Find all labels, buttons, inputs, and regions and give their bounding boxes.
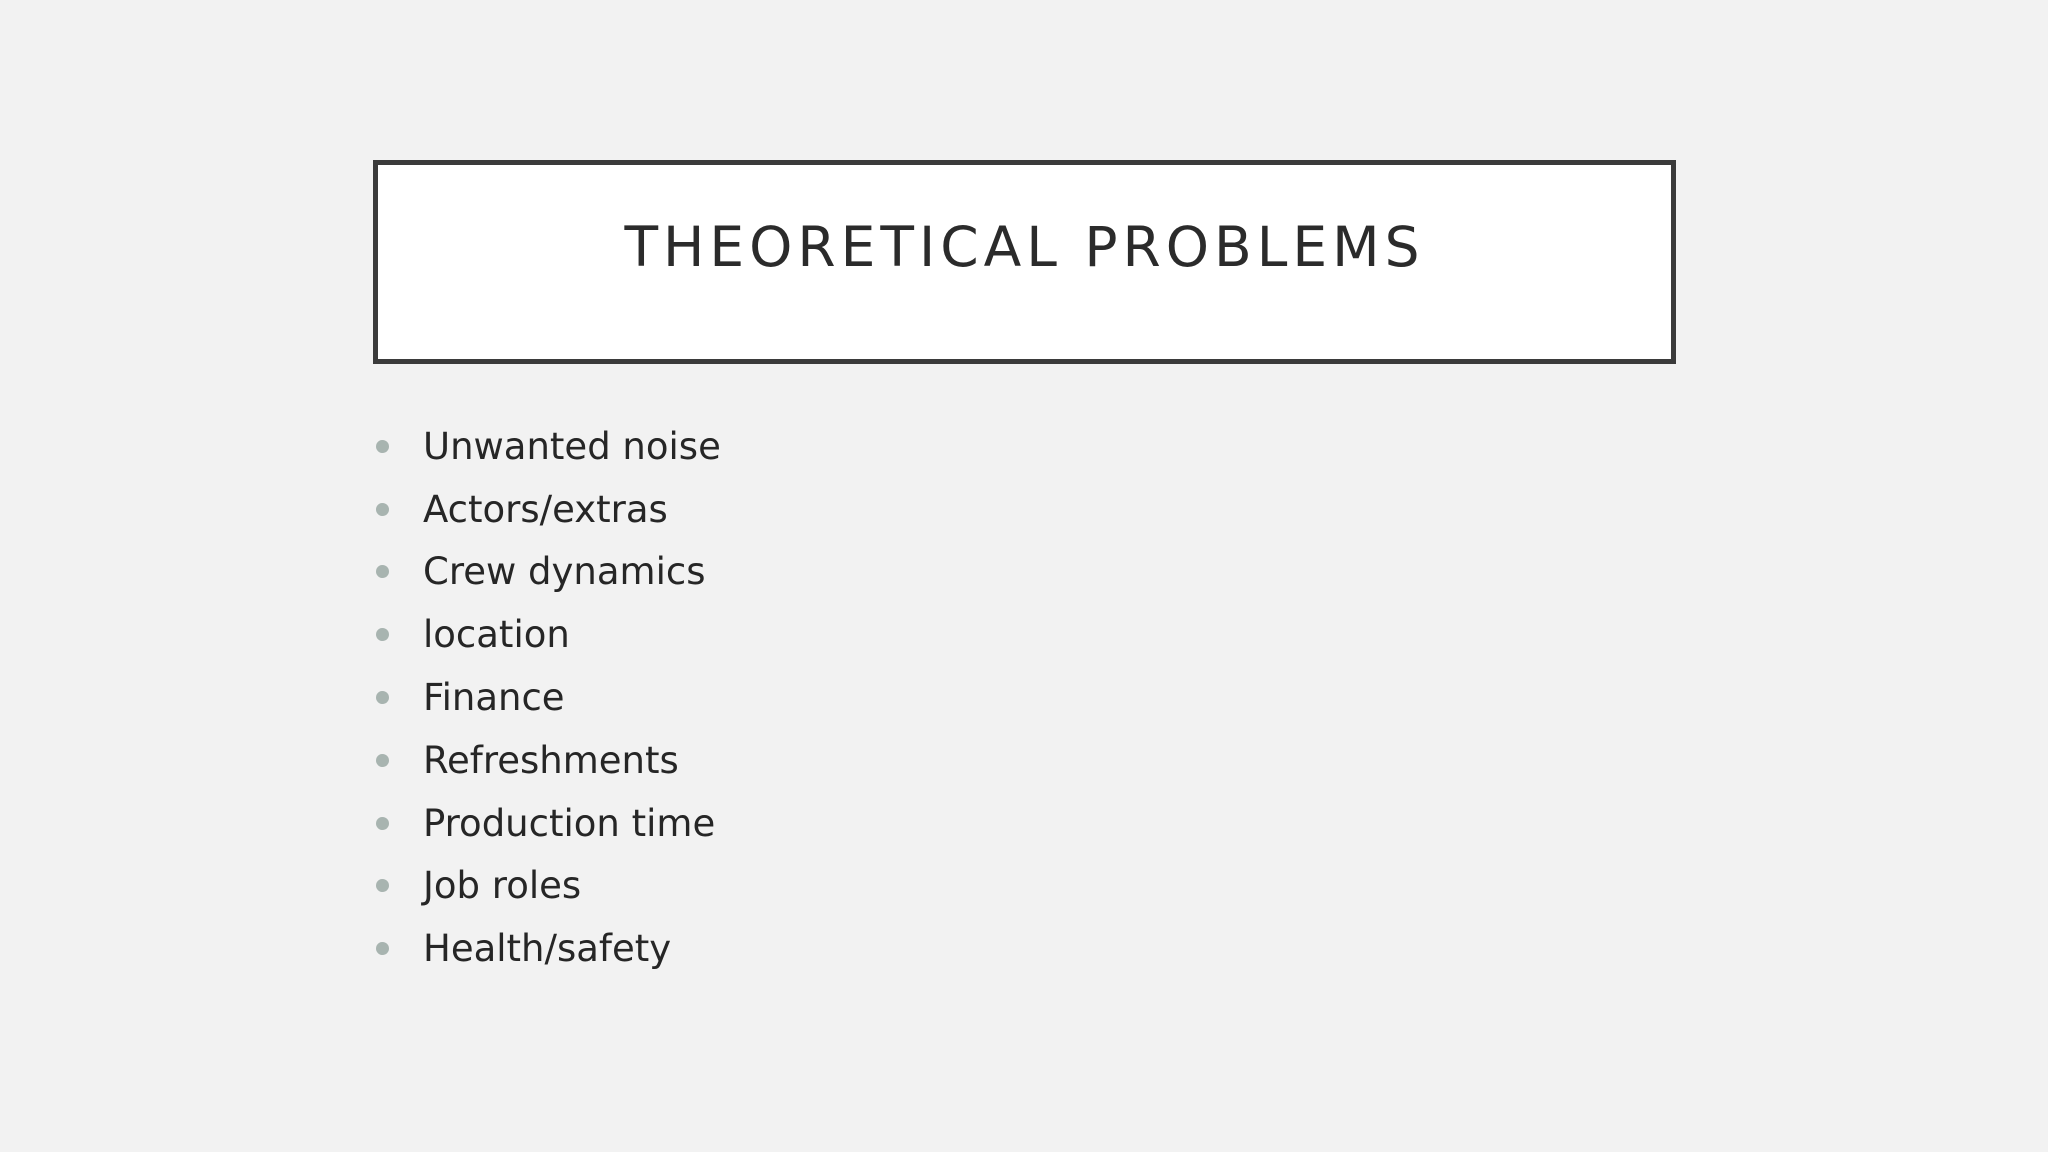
bullet-dot-icon (376, 503, 389, 516)
bullet-dot-icon (376, 691, 389, 704)
bullet-text: Actors/extras (423, 487, 668, 531)
bullet-dot-icon (376, 754, 389, 767)
bullet-text: Crew dynamics (423, 550, 706, 594)
list-item (373, 666, 1673, 729)
list-item (373, 541, 1673, 604)
title-box (373, 160, 1676, 364)
list-item (373, 792, 1673, 855)
bullet-dot-icon (376, 879, 389, 892)
bullet-list (373, 415, 1673, 980)
bullet-text: Finance (423, 676, 565, 720)
bullet-text: location (423, 613, 570, 657)
list-item (373, 415, 1673, 478)
bullet-text: Health/safety (423, 927, 672, 971)
list-item (373, 917, 1673, 980)
bullet-dot-icon (376, 565, 389, 578)
bullet-dot-icon (376, 817, 389, 830)
bullet-text: Refreshments (423, 738, 679, 782)
list-item (373, 729, 1673, 792)
bullet-dot-icon (376, 942, 389, 955)
list-item (373, 478, 1673, 541)
bullet-dot-icon (376, 440, 389, 453)
bullet-text: Production time (423, 801, 716, 845)
slide-title: THEORETICAL PROBLEMS (624, 215, 1425, 279)
bullet-text: Job roles (423, 864, 582, 908)
bullet-dot-icon (376, 628, 389, 641)
list-item (373, 855, 1673, 918)
bullet-text: Unwanted noise (423, 424, 721, 468)
list-item (373, 603, 1673, 666)
